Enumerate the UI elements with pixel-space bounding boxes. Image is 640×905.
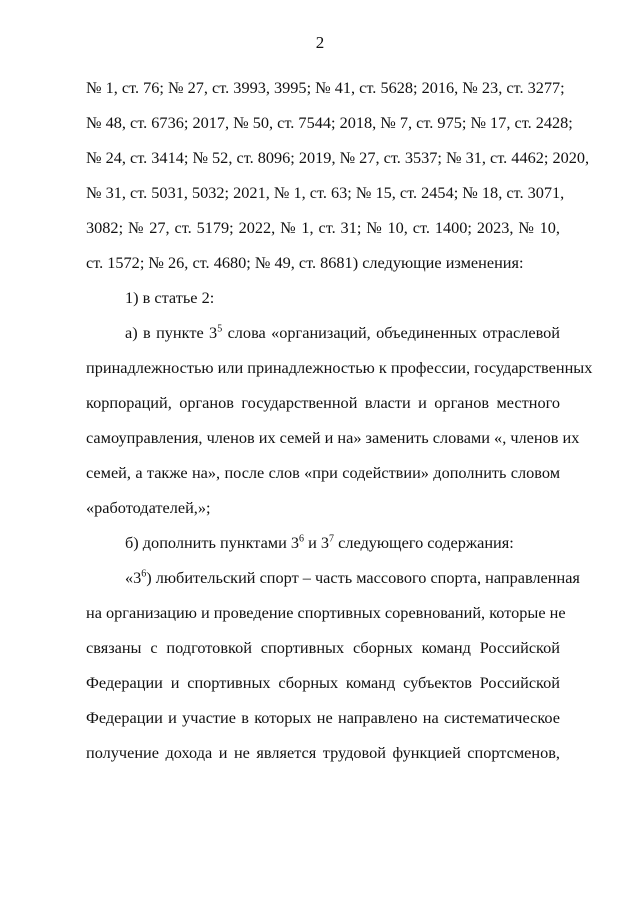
text-line: Федерации и спортивных сборных команд субъектов Российской bbox=[86, 673, 560, 692]
text-segment: б) дополнить пунктами 3 bbox=[125, 533, 300, 552]
text-line bbox=[125, 568, 580, 588]
text-line: 3082; № 27, ст. 5179; 2022, № 1, ст. 31; № 10, ст. 1400; 2023, № 10, bbox=[86, 218, 560, 237]
text-line: № 48, ст. 6736; 2017, № 50, ст. 7544; 2018, № 7, ст. 975; № 17, ст. 2428; bbox=[86, 113, 573, 132]
text-line: самоуправления, членов их семей и на» заменить словами «, членов их bbox=[86, 428, 580, 447]
text-line: получение дохода и не является трудовой функцией спортсменов, bbox=[86, 743, 560, 762]
text-line: семей, а также на», после слов «при содействии» дополнить словом bbox=[86, 463, 560, 482]
superscript: 5 bbox=[217, 323, 223, 335]
superscript: 6 bbox=[141, 568, 147, 580]
text-segment: и 3 bbox=[304, 533, 330, 552]
text-line: корпораций, органов государственной власти и органов местного bbox=[86, 393, 560, 412]
superscript: 7 bbox=[329, 533, 335, 545]
text-line: принадлежностью или принадлежностью к профессии, государственных bbox=[86, 358, 593, 377]
text-line: 1) в статье 2: bbox=[125, 288, 215, 307]
text-segment: следующего содержания: bbox=[334, 533, 514, 552]
text-line: № 24, ст. 3414; № 52, ст. 8096; 2019, № 27, ст. 3537; № 31, ст. 4462; 2020, bbox=[86, 148, 590, 167]
page-number: 2 bbox=[315, 33, 325, 52]
text-line bbox=[125, 323, 560, 343]
text-segment: ) любительский спорт – часть массового спорта, направленная bbox=[146, 568, 580, 587]
text-segment: «3 bbox=[125, 568, 142, 587]
text-segment: слова «организаций, объединенных отраслевой bbox=[222, 323, 560, 342]
text-line bbox=[125, 533, 560, 553]
text-line: Федерации и участие в которых не направлено на систематическое bbox=[86, 708, 560, 727]
superscript: 6 bbox=[299, 533, 305, 545]
text-line: ст. 1572; № 26, ст. 4680; № 49, ст. 8681) следующие изменения: bbox=[86, 253, 524, 272]
text-line: № 1, ст. 76; № 27, ст. 3993, 3995; № 41, ст. 5628; 2016, № 23, ст. 3277; bbox=[86, 78, 565, 97]
text-line: «работодателей,»; bbox=[86, 498, 211, 517]
text-line: связаны с подготовкой спортивных сборных команд Российской bbox=[86, 638, 560, 657]
text-segment: а) в пункте 3 bbox=[125, 323, 218, 342]
text-line: № 31, ст. 5031, 5032; 2021, № 1, ст. 63; № 15, ст. 2454; № 18, ст. 3071, bbox=[86, 183, 565, 202]
text-line: на организацию и проведение спортивных соревнований, которые не bbox=[86, 603, 566, 622]
